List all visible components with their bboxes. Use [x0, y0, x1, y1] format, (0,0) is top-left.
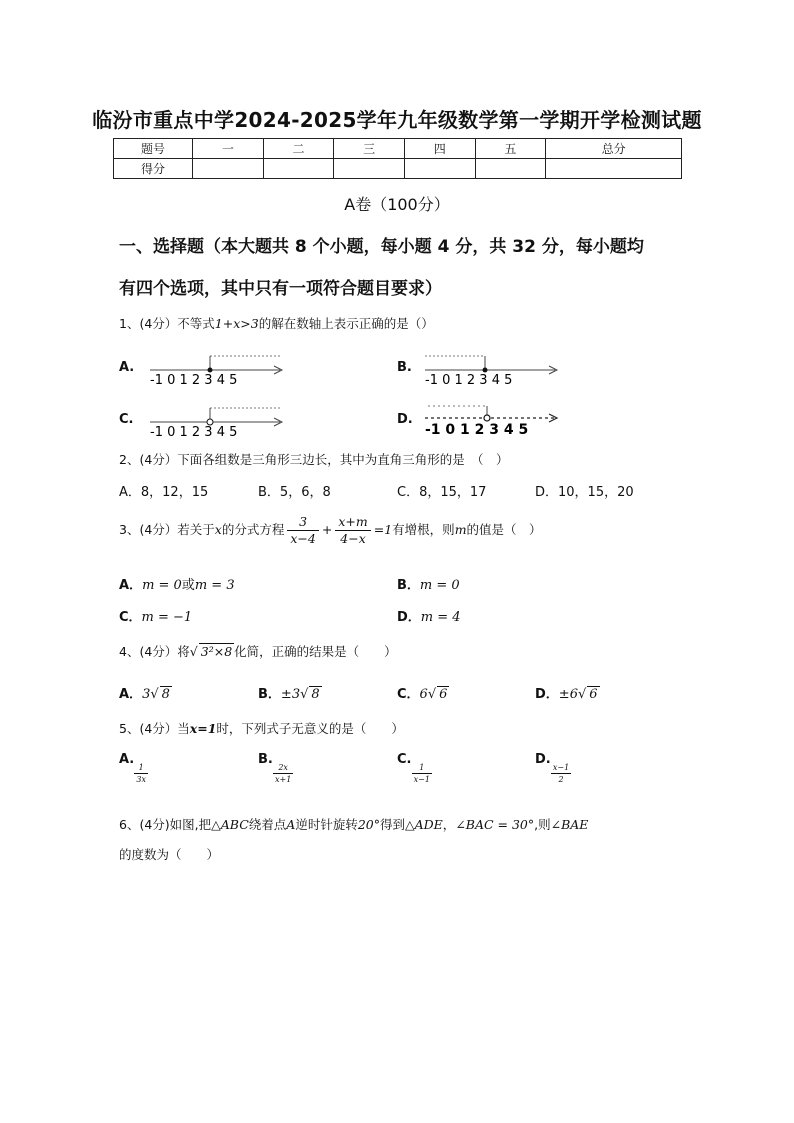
question-6-line1: [119, 815, 588, 833]
q5-c-fraction: [412, 762, 432, 785]
sqrt-icon: √: [300, 687, 309, 702]
score-table-cell: 一: [193, 139, 264, 159]
q2-option-d[interactable]: D．10，15，20: [535, 485, 634, 500]
q6-tri2: △ADE: [405, 817, 443, 832]
q1-option-c[interactable]: [119, 412, 143, 427]
sqrt-icon: √: [577, 687, 587, 702]
q5-c-num: 1: [412, 762, 432, 774]
q1-numberline-b: [425, 350, 565, 388]
part1-heading-line1: 一、选择题（本大题共 8 个小题，每小题 4 分，共 32 分，每小题均: [119, 237, 644, 257]
q5-a-fraction: [134, 762, 148, 785]
q1-expr: 1+x>3: [214, 316, 259, 331]
question-1: [119, 314, 434, 332]
sqrt-icon: √: [427, 687, 437, 702]
q3-suffix1: 有增根，则: [392, 522, 455, 537]
score-table: [113, 138, 682, 179]
numberline-ticks: -1 0 1 2 3 4 5: [150, 373, 238, 388]
q2-option-c[interactable]: C．8，15，17: [397, 485, 487, 500]
q3-fraction-2: [335, 514, 370, 547]
q3-suffix2: 的值是（ ）: [466, 522, 542, 537]
q3-a-expr2: m = 3: [194, 578, 235, 593]
numberline-ticks: -1 0 1 2 3 4 5: [150, 425, 238, 440]
q6-b: 绕着点: [248, 817, 287, 832]
q6-a: 6、(4分)如图,把: [119, 817, 212, 832]
question-3: [119, 514, 542, 547]
q1-option-d-letter: D.: [397, 412, 413, 427]
q6-c: 逆时针旋转: [295, 817, 358, 832]
q4-d-rad: 6: [589, 687, 598, 702]
q1-option-b-letter: B.: [397, 360, 412, 375]
q4-c-rad: 6: [439, 687, 448, 702]
q5-a-num: 1: [134, 762, 148, 774]
score-table-header-row: [114, 139, 682, 159]
score-cell-empty: [193, 159, 264, 179]
q3-option-a[interactable]: [119, 574, 235, 593]
q1-option-c-letter: C.: [119, 412, 134, 427]
q4-c-coef: 6: [419, 687, 428, 702]
q3-c-expr: m = −1: [141, 610, 193, 625]
q4-option-c[interactable]: [397, 683, 449, 702]
q4-prefix: 4、(4分）将: [119, 644, 190, 659]
q5-b-num: 2x: [273, 762, 293, 774]
question-5: [119, 719, 404, 737]
numberline-open-point: [484, 415, 490, 421]
q6-tri1: △ABC: [211, 817, 249, 832]
q1-option-d[interactable]: [397, 412, 423, 427]
q4-a-rad: 8: [161, 687, 170, 702]
q4-option-d[interactable]: [535, 683, 600, 702]
score-cell-empty: [546, 159, 682, 179]
q4-c-letter: C．: [397, 687, 420, 702]
q4-radicand: 3²×8: [200, 644, 233, 659]
question-2: 2、(4分）下面各组数是三角形三边长，其中为直角三角形的是 （ ）: [119, 452, 509, 467]
score-table-cell: 总分: [546, 139, 682, 159]
q3-option-d[interactable]: [397, 606, 461, 625]
q4-d-letter: D．: [535, 687, 559, 702]
q5-d-num: x−1: [552, 763, 570, 772]
q3-f2-num: x+m: [335, 514, 370, 531]
q3-var-m: m: [454, 522, 467, 537]
q6-d: 得到: [379, 817, 405, 832]
q5-d-fraction: [551, 762, 571, 785]
q6-angle1: 20°: [357, 817, 380, 832]
score-table-score-row: [114, 159, 682, 179]
q3-f1-den: x−4: [290, 531, 316, 546]
score-cell-empty: [334, 159, 405, 179]
part1-heading-line2: 有四个选项，其中只有一项符合题目要求）: [119, 279, 442, 299]
section-a-heading: A卷（100分）: [344, 195, 450, 214]
q2-option-a[interactable]: A．8，12，15: [119, 485, 209, 500]
q3-fraction-1: [287, 514, 318, 547]
q4-b-rad: 8: [311, 687, 320, 702]
q5-option-b[interactable]: [258, 752, 293, 785]
q5-a-letter: A.: [119, 752, 135, 767]
numberline-ticks: -1 0 1 2 3 4 5: [425, 373, 513, 388]
q3-a-expr: m = 0: [142, 578, 182, 593]
q4-a-coef: 3: [142, 687, 151, 702]
sqrt-icon: √: [189, 644, 198, 659]
q3-b-letter: B．: [397, 578, 420, 593]
question-4: [119, 642, 397, 660]
q5-prefix: 5、(4分）当: [119, 721, 190, 736]
q4-b-letter: B．: [258, 687, 281, 702]
q4-suffix: 化简，正确的结果是（ ）: [234, 644, 397, 659]
q3-mid: 的分式方程: [221, 522, 285, 537]
score-table-cell: 三: [334, 139, 405, 159]
q4-option-b[interactable]: [258, 683, 322, 702]
q5-suffix: 时，下列式子无意义的是（ ）: [216, 721, 404, 736]
numberline-ticks: -1 0 1 2 3 4 5: [425, 422, 529, 438]
q6-angle3: ∠BAE: [550, 817, 589, 832]
score-table-cell: 四: [404, 139, 475, 159]
numberline-solid-point: [208, 368, 213, 373]
q6-f: ,则: [534, 817, 551, 832]
q5-cond: x=1: [189, 721, 217, 736]
q6-pt: A: [286, 817, 296, 832]
q3-plus: +: [321, 522, 333, 537]
q5-option-c[interactable]: [397, 752, 432, 785]
q1-numberline-c: [150, 402, 290, 440]
q1-suffix: 的解在数轴上表示正确的是（）: [258, 316, 434, 331]
score-table-cell: 得分: [114, 159, 193, 179]
q3-option-b[interactable]: [397, 574, 460, 593]
q5-b-letter: B.: [258, 752, 273, 767]
sqrt-icon: √: [150, 687, 159, 702]
q1-numberline-a: [150, 350, 290, 388]
q5-b-fraction: [273, 762, 293, 785]
q5-b-den: x+1: [275, 775, 292, 784]
score-table-cell: 题号: [114, 139, 193, 159]
q3-prefix: 3、(4分）若关于: [119, 522, 215, 537]
q5-d-letter: D.: [535, 752, 551, 767]
q5-d-den: 2: [558, 775, 564, 784]
question-6-line2: 的度数为（ ）: [119, 847, 220, 862]
q5-a-den: 3x: [136, 775, 146, 784]
q1-option-a[interactable]: [119, 360, 144, 375]
q3-f1-num: 3: [287, 514, 318, 531]
q1-option-b[interactable]: [397, 360, 422, 375]
score-cell-empty: [263, 159, 334, 179]
q3-c-letter: C．: [119, 610, 142, 625]
score-table-cell: 五: [475, 139, 546, 159]
q4-d-coef: ±6: [558, 687, 578, 702]
q3-d-expr: m = 4: [420, 610, 461, 625]
q3-b-expr: m = 0: [419, 578, 460, 593]
q5-option-d[interactable]: [535, 752, 571, 785]
q5-c-den: x−1: [413, 775, 430, 784]
q3-d-letter: D．: [397, 610, 421, 625]
q3-var-x: x: [214, 522, 222, 537]
q4-option-a[interactable]: [119, 683, 172, 702]
q6-e: ，: [442, 817, 456, 832]
q3-eq: =1: [373, 522, 393, 537]
q3-a-letter: A．: [119, 578, 143, 593]
q1-prefix: 1、(4分）不等式: [119, 316, 215, 331]
q3-a-or: 或: [181, 578, 195, 593]
q4-a-letter: A．: [119, 687, 143, 702]
numberline-solid-point: [483, 368, 488, 373]
q5-c-letter: C.: [397, 752, 412, 767]
q1-numberline-d: [425, 400, 565, 440]
score-cell-empty: [475, 159, 546, 179]
score-cell-empty: [404, 159, 475, 179]
q3-f2-den: 4−x: [340, 531, 366, 546]
q2-option-b[interactable]: B．5，6，8: [258, 485, 331, 500]
q5-option-a[interactable]: [119, 752, 148, 785]
q1-option-a-letter: A.: [119, 360, 135, 375]
score-table-cell: 二: [263, 139, 334, 159]
q6-angle2: ∠BAC = 30°: [455, 817, 535, 832]
q3-option-c[interactable]: [119, 606, 192, 625]
page-title: 临汾市重点中学2024-2025学年九年级数学第一学期开学检测试题: [92, 108, 702, 132]
q4-b-coef: ±3: [280, 687, 301, 702]
